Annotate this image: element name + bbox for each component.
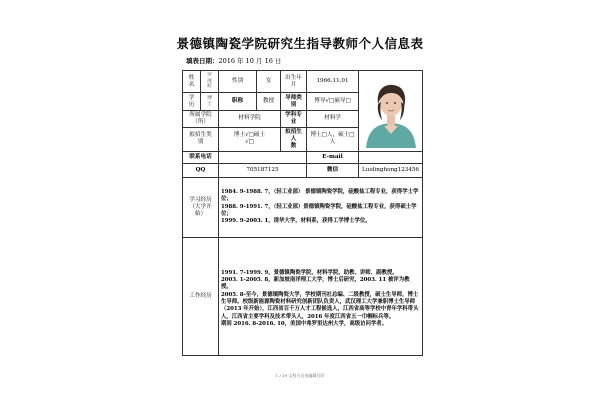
wechat-value[interactable]: Luolinghong123456 [359,163,423,177]
page-footer: 1 / 19 文档可自由编辑打印 [275,373,325,378]
degree-label: 学 历 [183,93,201,111]
title-label: 职称 [219,93,257,111]
enroll-count-value[interactable]: 博士□人，硕士□人 [307,127,359,151]
education-line: 1984. 9-1988. 7，（轻工业部） 景德镇陶瓷学院，硅酸盐工程专业，获得学士学位； [221,189,419,203]
teacher-info-table [182,70,423,356]
education-line: 1988. 9-1991. 7，（轻工业部）景德镇陶瓷学院，硅酸盐工程专业，获得硕士学位； [221,203,417,218]
enroll-type-label: 拟招生类 别 [183,127,219,151]
fill-date-value: 2016 年 10 月 16 日 [218,57,282,65]
education-line: 1999. 9-2003. 1，清华大学，材料系，获得工学博士学位。 [221,218,371,225]
email-label: E-mail [307,151,359,163]
page-title: 景德镇陶瓷学院研究生指导教师个人信息表 [176,36,424,51]
discipline-value[interactable]: 材料学 [307,111,359,128]
work-history[interactable] [219,237,423,355]
college-value[interactable]: 材料学院 [219,111,281,128]
category-value[interactable]: 博导√□硕导□ [307,93,359,111]
birth-value[interactable]: 1966.11.01 [307,71,359,93]
title-value[interactable]: 教授 [257,93,281,111]
qq-value[interactable]: 705187125 [219,163,307,177]
work-label: 工作经历 [183,237,219,355]
discipline-label: 学科专业 [281,111,307,128]
degree-value[interactable]: 博 士 [201,93,219,111]
work-line: 1991. 7-1999. 9，景德镇陶瓷学院，材料学院，助教、讲师、副教授。 [221,269,398,276]
portrait-photo-icon [362,74,420,148]
work-line: 2003. 1-2005. 8，新加坡南洋理工大学，博士后研究，2003. 11 被评为教授。 [221,277,410,291]
name-value[interactable]: 罗 凌 虹 [201,71,219,93]
phone-value[interactable] [219,151,307,163]
college-label: 所属学院 （所） [183,111,219,128]
education-history[interactable] [219,177,423,237]
birth-label: 出生年月 [281,71,307,93]
category-label: 导师类别 [281,93,307,111]
gender-value[interactable]: 女 [257,71,281,93]
photo-cell [359,71,423,152]
email-value[interactable] [359,151,423,163]
fill-date [186,56,281,65]
education-label: 学习经历 （大学开 始） [183,177,219,237]
enroll-type-value[interactable]: 博士√□硕士 √□ [219,127,281,151]
qq-label: QQ [183,163,219,177]
name-label: 姓 名 [183,71,201,93]
work-line: 2005. 8-至今，景德镇陶瓷大学，学校期刊社总编、二级教授，硕士生导师，博士生导师。校级新能源陶瓷材料研究创新团队负责人，武汉理工大学兼职博士生导师（2013 年开始），江西省百千万人才工程候选人，江西省高等学校中青年学科带头人，江西省主要学科及技术带头人，2016 年度江西省五一巾帼标兵等。 [221,291,419,320]
phone-label: 联系电话 [183,151,219,163]
wechat-label: 微信 [307,163,359,177]
fill-date-label: 填表日期： [186,57,219,65]
portrait-photo [362,74,420,148]
enroll-count-label: 拟招生人 数 [281,127,307,151]
work-line: 期间 2016. 8-2016. 10，美国中弗罗里达州大学，高级访问学者。 [221,320,388,327]
gender-label: 性别 [219,71,257,93]
